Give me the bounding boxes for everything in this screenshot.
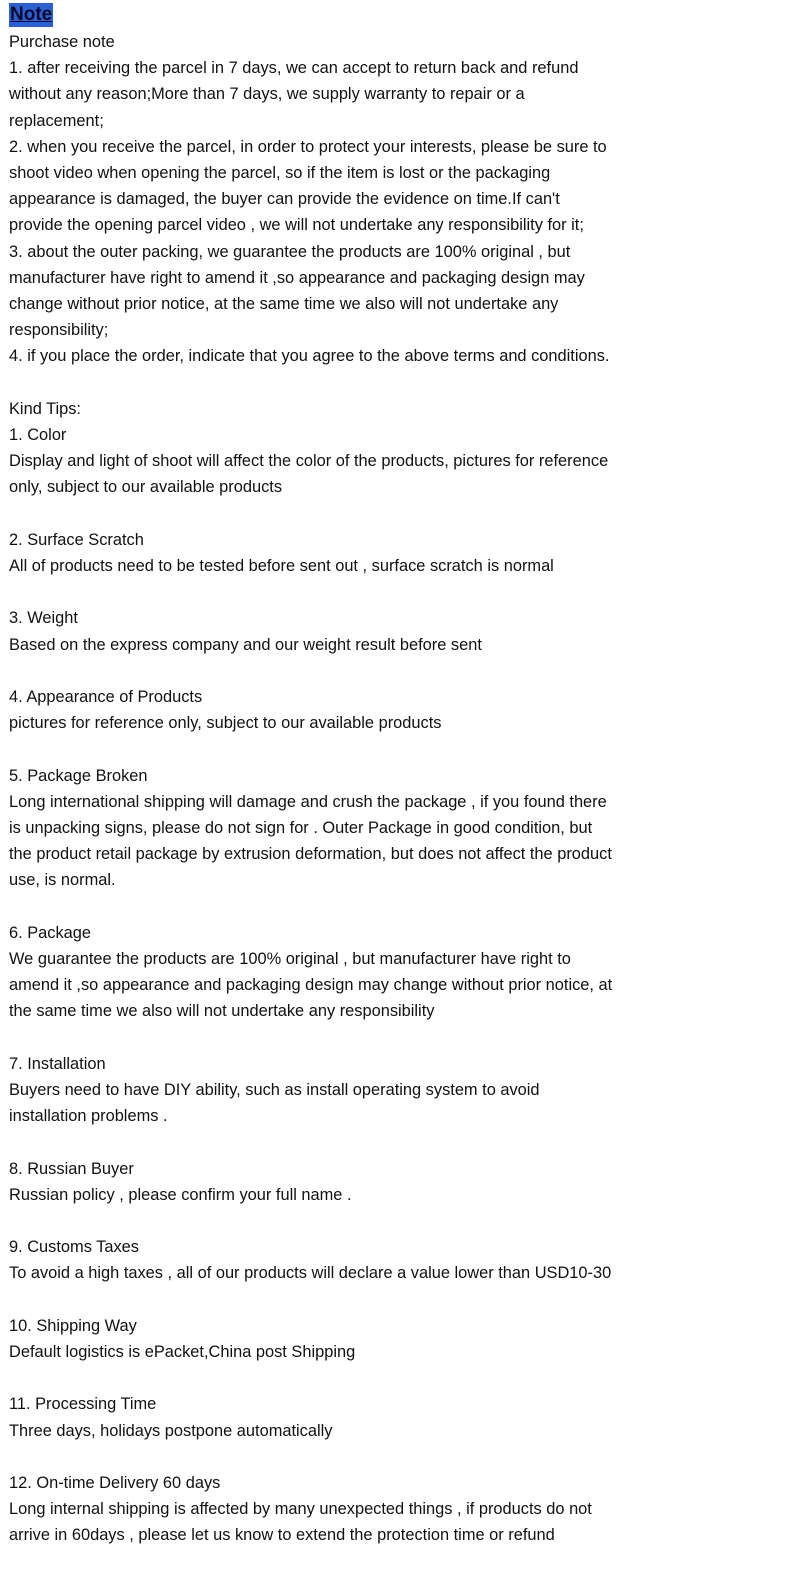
spacer — [9, 894, 789, 920]
tip-line: use, is normal. — [9, 871, 116, 890]
tip-customs-taxes — [9, 1234, 789, 1286]
purchase-note-line: 1. after receiving the parcel in 7 days, we can accept to return back and refund — [9, 59, 579, 78]
kind-tips-heading: Kind Tips: — [9, 399, 81, 418]
tip-surface-scratch — [9, 527, 789, 579]
tip-title: 11. Processing Time — [9, 1395, 157, 1414]
note-document — [9, 0, 789, 1549]
purchase-note-line: responsibility; — [9, 321, 109, 340]
purchase-note-section — [9, 29, 789, 370]
tip-title: 10. Shipping Way — [9, 1316, 137, 1335]
tip-line: Russian policy , please confirm your full name . — [9, 1185, 352, 1204]
tip-package-broken — [9, 763, 789, 894]
tip-line: Long international shipping will damage and crush the package , if you found there — [9, 792, 607, 811]
tip-line: only, subject to our available products — [9, 478, 283, 497]
tip-title: 3. Weight — [9, 609, 78, 628]
tip-title: 2. Surface Scratch — [9, 530, 144, 549]
tip-title: 7. Installation — [9, 1054, 106, 1073]
tip-installation — [9, 1051, 789, 1130]
purchase-note-line: appearance is damaged, the buyer can provide the evidence on time.If can't — [9, 190, 560, 209]
tip-title: 8. Russian Buyer — [9, 1159, 134, 1178]
tip-on-time-delivery — [9, 1470, 789, 1549]
tip-line: We guarantee the products are 100% original , but manufacturer have right to — [9, 950, 571, 969]
tip-line: Based on the express company and our weight result before sent — [9, 635, 482, 654]
tip-line: installation problems . — [9, 1107, 168, 1126]
spacer — [9, 1365, 789, 1391]
tip-russian-buyer — [9, 1156, 789, 1208]
title-row — [9, 1, 789, 29]
tip-line: Default logistics is ePacket,China post Shipping — [9, 1343, 356, 1361]
purchase-note-heading: Purchase note — [9, 33, 115, 51]
tip-title: 9. Customs Taxes — [9, 1238, 139, 1257]
tip-line: the product retail package by extrusion deformation, but does not affect the product — [9, 845, 612, 864]
purchase-note-line: 2. when you receive the parcel, in order to protect your interests, please be sure to — [9, 137, 607, 156]
spacer — [9, 1208, 789, 1234]
tip-shipping-way — [9, 1313, 789, 1365]
tip-weight — [9, 605, 789, 657]
spacer — [9, 501, 789, 527]
tip-line: All of products need to be tested before sent out , surface scratch is normal — [9, 557, 554, 576]
tip-line: pictures for reference only, subject to our available products — [9, 714, 442, 733]
spacer — [9, 1129, 789, 1155]
purchase-note-line: replacement; — [9, 111, 104, 130]
tip-line: amend it ,so appearance and packaging design may change without prior notice, at — [9, 976, 613, 995]
tip-title: 5. Package Broken — [9, 766, 148, 785]
spacer — [9, 1025, 789, 1051]
tip-line: Buyers need to have DIY ability, such as install operating system to avoid — [9, 1081, 540, 1100]
tip-line: is unpacking signs, please do not sign for . Outer Package in good condition, but — [9, 819, 593, 838]
purchase-note-line: 4. if you place the order, indicate that you agree to the above terms and conditions. — [9, 347, 610, 366]
spacer — [9, 1444, 789, 1470]
spacer — [9, 736, 789, 762]
spacer — [9, 658, 789, 684]
tip-title: 12. On-time Delivery 60 days — [9, 1473, 221, 1492]
tip-line: Display and light of shoot will affect the color of the products, pictures for reference — [9, 452, 609, 471]
tip-line: Long internal shipping is affected by many unexpected things , if products do not — [9, 1500, 592, 1519]
purchase-note-line: shoot video when opening the parcel, so if the item is lost or the packaging — [9, 164, 551, 183]
tip-title: 1. Color — [9, 426, 67, 445]
tip-line: the same time we also will not undertake any responsibility — [9, 1002, 435, 1021]
note-title: Note — [10, 4, 53, 25]
purchase-note-line: change without prior notice, at the same time we also will not undertake any — [9, 295, 559, 314]
purchase-note-line: manufacturer have right to amend it ,so appearance and packaging design may — [9, 268, 585, 287]
tip-line: To avoid a high taxes , all of our products will declare a value lower than USD10-30 — [9, 1264, 612, 1283]
purchase-note-line: without any reason;More than 7 days, we supply warranty to repair or a — [9, 85, 525, 104]
tip-color — [9, 422, 789, 501]
tip-line: Three days, holidays postpone automatically — [9, 1421, 333, 1440]
purchase-note-line: provide the opening parcel video , we will not undertake any responsibility for it; — [9, 216, 584, 235]
tip-package — [9, 920, 789, 1025]
spacer — [9, 370, 789, 396]
tip-title: 6. Package — [9, 923, 92, 942]
spacer — [9, 1287, 789, 1313]
tip-title: 4. Appearance of Products — [9, 688, 203, 707]
tip-line: arrive in 60days , please let us know to extend the protection time or refund — [9, 1526, 555, 1545]
spacer — [9, 579, 789, 605]
tip-appearance — [9, 684, 789, 736]
purchase-note-line: 3. about the outer packing, we guarantee the products are 100% original , but — [9, 242, 571, 261]
kind-tips-section — [9, 396, 789, 1549]
tip-processing-time — [9, 1391, 789, 1443]
